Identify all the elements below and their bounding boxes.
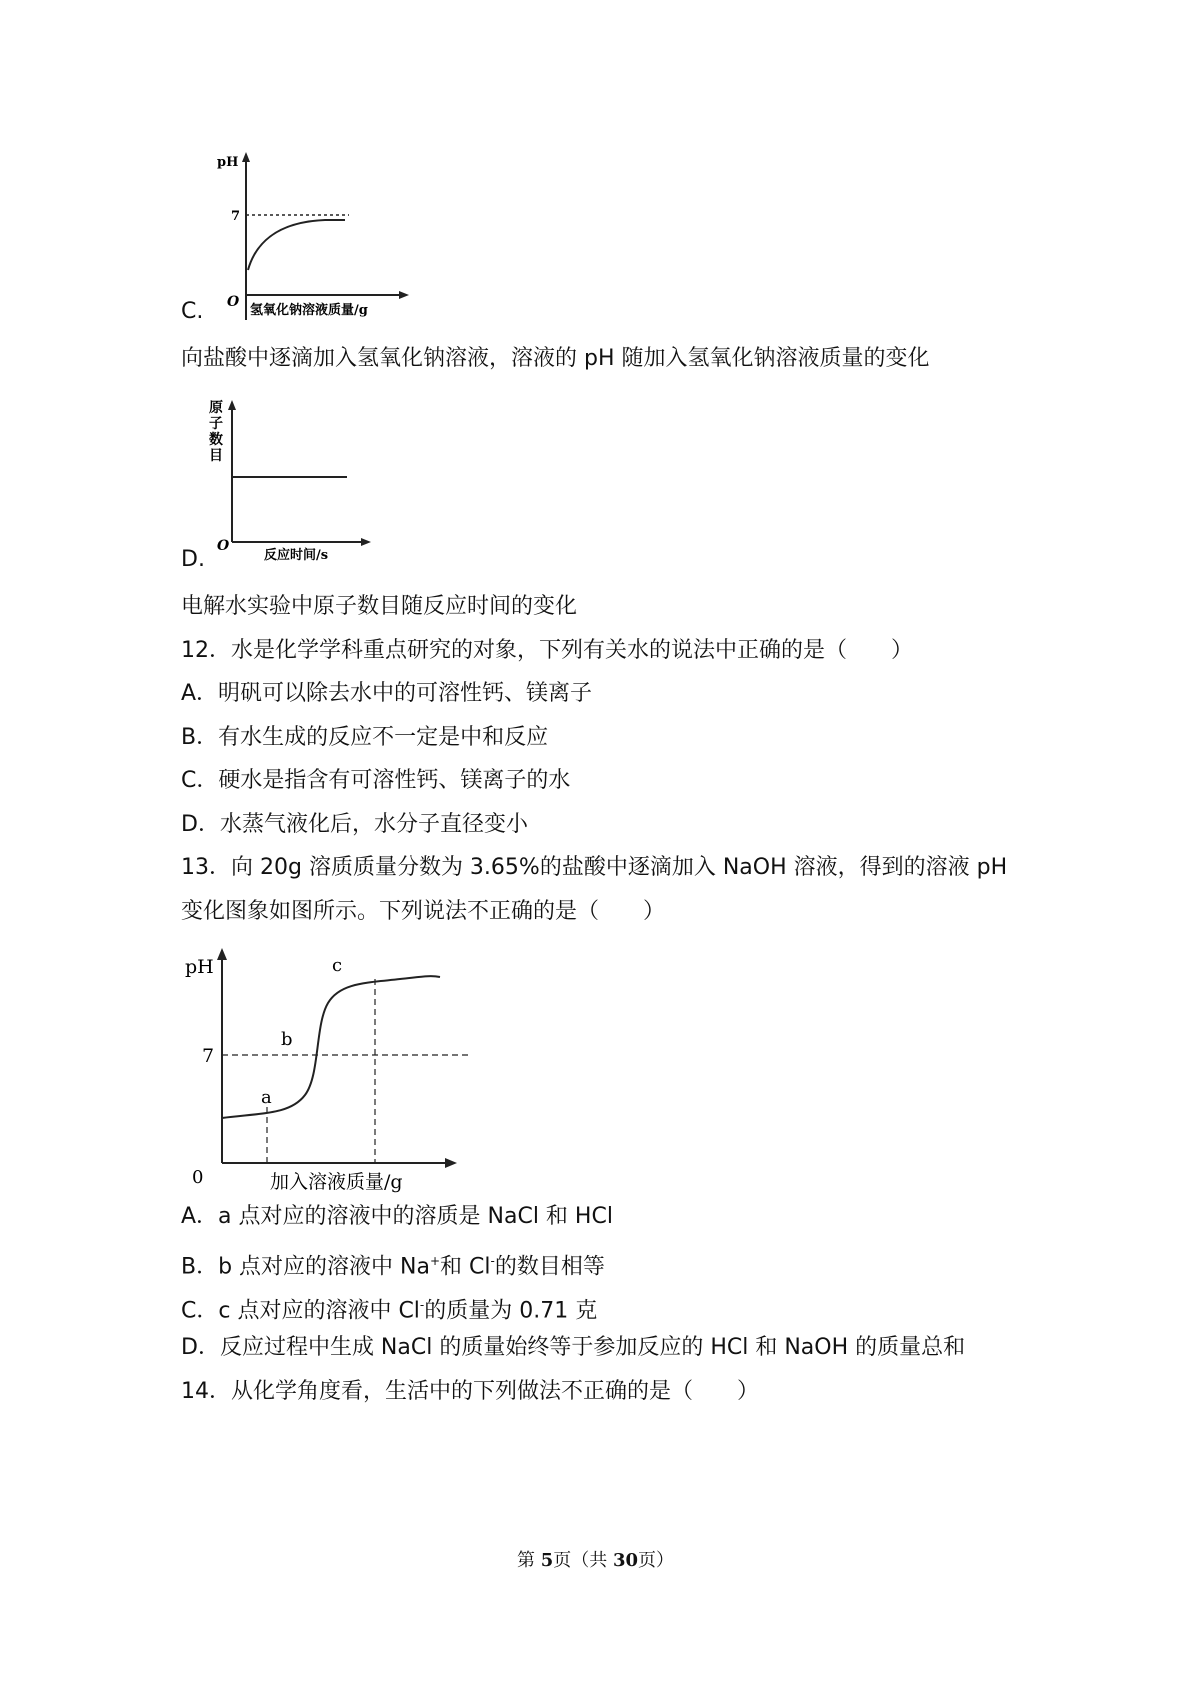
- figure-d-caption: 电解水实验中原子数目随反应时间的变化: [181, 594, 578, 619]
- option-d-label: D.: [181, 547, 205, 572]
- figure-c-caption: 向盐酸中逐滴加入氢氧化钠溶液，溶液的 pH 随加入氢氧化钠溶液质量的变化: [181, 346, 930, 371]
- figure-c-graph: [215, 150, 455, 325]
- page-number: 5: [540, 1550, 554, 1571]
- y-axis-char-1: 原: [209, 400, 223, 416]
- y-axis-char-3: 数: [209, 432, 223, 448]
- origin-label: 0: [192, 1167, 204, 1188]
- point-b-label: b: [281, 1029, 293, 1050]
- q13-stem-line2: 变化图象如图所示。下列说法不正确的是（ ）: [181, 899, 666, 924]
- q12-option-d: D．水蒸气液化后，水分子直径变小: [181, 812, 528, 837]
- option-c-label: C.: [181, 299, 204, 324]
- figure-d: [205, 396, 395, 571]
- origin-label: O: [217, 538, 230, 554]
- q12-option-a: A．明矾可以除去水中的可溶性钙、镁离子: [181, 681, 593, 706]
- q13-graph: [180, 945, 470, 1195]
- tick-7: 7: [202, 1045, 215, 1067]
- origin-label: O: [227, 294, 240, 310]
- y-axis-char-2: 子: [209, 416, 223, 432]
- figure-d-graph: [205, 396, 395, 571]
- figure-c: [215, 150, 455, 325]
- x-axis-label: 反应时间/s: [264, 548, 329, 563]
- q13-option-c: C．c 点对应的溶液中 Cl-的质量为 0.71 克: [181, 1298, 598, 1324]
- q13-option-a: A．a 点对应的溶液中的溶质是 NaCl 和 HCl: [181, 1204, 613, 1229]
- point-c-label: c: [332, 955, 343, 976]
- q12-stem: 12．水是化学学科重点研究的对象，下列有关水的说法中正确的是（ ）: [181, 638, 913, 663]
- q12-option-c: C．硬水是指含有可溶性钙、镁离子的水: [181, 768, 571, 793]
- page-total: 30: [612, 1550, 639, 1571]
- page-footer: 第 5页（共 30页）: [516, 1550, 675, 1571]
- x-axis-label: 氢氧化钠溶液质量/g: [250, 303, 368, 318]
- q13-option-d: D．反应过程中生成 NaCl 的质量始终等于参加反应的 HCl 和 NaOH 的质量总和: [181, 1335, 966, 1360]
- y-axis-label: pH: [185, 956, 214, 978]
- tick-7: 7: [231, 209, 241, 224]
- q12-option-b: B．有水生成的反应不一定是中和反应: [181, 725, 549, 750]
- y-axis-label: pH: [217, 155, 239, 170]
- point-a-label: a: [261, 1087, 272, 1108]
- q13-option-b: B．b 点对应的溶液中 Na+和 Cl-的数目相等: [181, 1254, 605, 1280]
- y-axis-char-4: 目: [209, 448, 223, 464]
- q13-stem-line1: 13．向 20g 溶质质量分数为 3.65%的盐酸中逐滴加入 NaOH 溶液，得到的溶液 pH: [181, 855, 1008, 880]
- q13-graph-svg: [180, 945, 470, 1195]
- q14-stem: 14．从化学角度看，生活中的下列做法不正确的是（ ）: [181, 1379, 759, 1404]
- x-axis-label: 加入溶液质量/g: [270, 1171, 403, 1193]
